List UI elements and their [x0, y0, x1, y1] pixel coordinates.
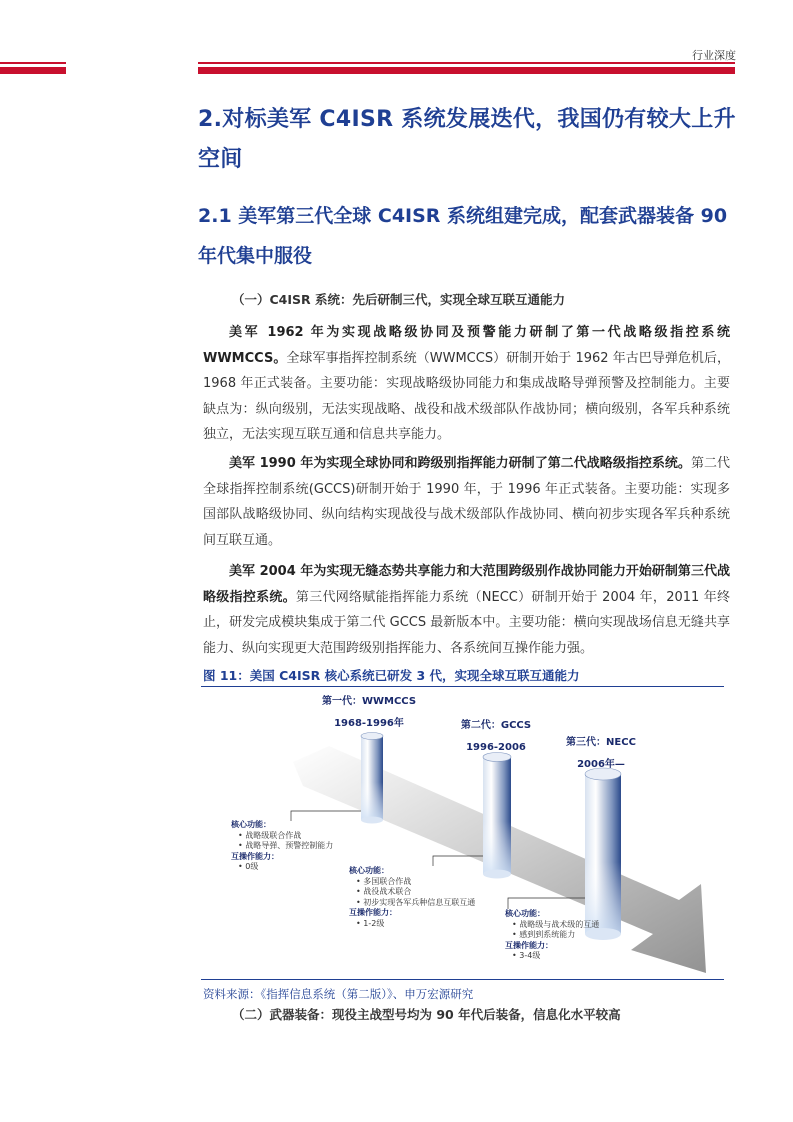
gen2-core-item: • 初步实现各军兵种信息互联互通	[356, 898, 475, 909]
gen1-label	[309, 691, 429, 735]
subheading-c4isr: （一）C4ISR 系统：先后研制三代，实现全球互联互通能力	[232, 292, 566, 307]
gen1-years: 1968-1996年	[334, 718, 404, 729]
gen3-core-item: • 战略级与战术级的互通	[512, 920, 599, 931]
gen3-years: 2006年—	[577, 759, 625, 770]
paragraph-gccs	[203, 451, 730, 553]
cylinder-gen2	[483, 753, 511, 879]
gen3-name: 第三代：NECC	[566, 737, 636, 748]
header-rule-right	[198, 62, 735, 74]
paragraph-wwmccs	[203, 320, 730, 448]
figure-source: 资料来源：《指挥信息系统（第二版）》、申万宏源研究	[203, 987, 474, 1001]
gen1-core-item: • 战略级联合作战	[238, 831, 333, 842]
cylinder-gen1	[361, 733, 383, 824]
paragraph-lead: 美军 2004 年为实现无缝态势共享能力和大范围跨级别作战协同能力开始研制第三代战略级指控系统。	[203, 564, 730, 605]
paragraph-lead: 美军 1990 年为实现全球协同和跨级别指挥能力研制了第二代战略级指控系统。	[229, 456, 691, 471]
paragraph-text: 第三代网络赋能指挥能力系统（NECC）研制开始于 2004 年，2011 年终止，研发完成模块集成于第二代 GCCS 最新版本中。主要功能：横向实现战场信息无缝共享能力、纵向实现更大范围跨级别指挥能力、各系统间互操作能力强。	[203, 589, 730, 656]
subheading-weapons: （二）武器装备：现役主战型号均为 90 年代后装备，信息化水平较高	[232, 1007, 621, 1022]
figure-rule-bottom	[201, 979, 724, 980]
gen3-interop-item: • 3-4级	[512, 951, 599, 962]
gen3-label	[551, 732, 651, 776]
gen2-core-item: • 战役战术联合	[356, 887, 475, 898]
gen2-interop-item: • 1-2级	[356, 919, 475, 930]
gen3-interop-title: 互操作能力：	[505, 940, 553, 950]
figure-title: 图 11：美国 C4ISR 核心系统已研发 3 代，实现全球互联互通能力	[203, 668, 580, 683]
subsection-heading: 2.1 美军第三代全球 C4ISR 系统组建完成，配套武器装备 90 年代集中服役	[198, 205, 728, 267]
header-rule-left	[0, 62, 66, 74]
figure-diagram	[201, 688, 724, 978]
gen1-core-item: • 战略导弹、预警控制能力	[238, 841, 333, 852]
gen2-caption	[349, 866, 475, 929]
paragraph-lead: 美军 1962 年为实现战略级协同及预警能力研制了第一代战略级指控系统 WWMCCS。	[203, 325, 730, 366]
gen2-core-item: • 多国联合作战	[356, 877, 475, 888]
paragraph-necc	[203, 559, 730, 661]
gen3-core-title: 核心功能：	[505, 909, 545, 918]
gen3-caption	[505, 909, 599, 962]
gen1-core-title: 核心功能：	[231, 820, 271, 829]
paragraph-text: 第二代全球指挥控制系统(GCCS)研制开始于 1990 年，于 1996 年正式装备。主要功能：实现多国部队战略级协同、纵向结构实现战役与战术级部队作战协同、横向初步实现各军兵种系统间互联互通。	[203, 456, 730, 548]
gen2-label	[441, 715, 551, 759]
section-heading: 2.对标美军 C4ISR 系统发展迭代，我国仍有较大上升空间	[198, 107, 736, 172]
figure-rule-top	[201, 686, 724, 687]
gen2-core-title: 核心功能：	[349, 866, 389, 875]
gen1-interop-title: 互操作能力：	[231, 851, 279, 861]
gen2-years: 1996-2006	[466, 742, 526, 753]
gen1-caption	[231, 820, 333, 873]
header-tag: 行业深度	[692, 49, 736, 62]
gen1-name: 第一代：WWMCCS	[321, 696, 417, 707]
gen3-core-item: • 感到到系统能力	[512, 930, 599, 941]
gen2-name: 第二代：GCCS	[460, 720, 532, 731]
paragraph-text: 全球军事指挥控制系统（WWMCCS）研制开始于 1962 年古巴导弹危机后，1968 年正式装备。主要功能：实现战略级协同能力和集成战略导弹预警及控制能力。主要缺点为：纵向级别，无法实现战略、战役和战术级部队作战协同；横向级别，各军兵种系统独立，无法实现互联互通和信息共享能力。	[203, 350, 730, 442]
gen1-interop-item: • 0级	[238, 862, 333, 873]
gen2-interop-title: 互操作能力：	[349, 908, 397, 917]
